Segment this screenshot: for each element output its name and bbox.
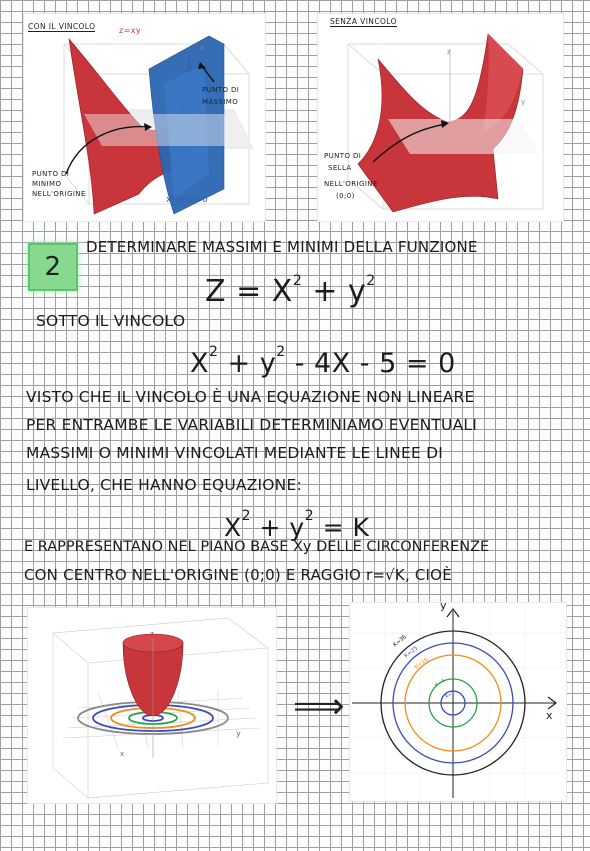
saddle-label-4: (0;0) xyxy=(336,192,355,200)
saddle-surface-plot xyxy=(318,14,563,221)
paraboloid-plot xyxy=(28,608,276,803)
implies-arrow-icon: ⟹ xyxy=(293,686,345,727)
paragraph-line-4: LIVELLO, CHE HANNO EQUAZIONE: xyxy=(26,476,302,494)
min-label-3: NELL'ORIGINE xyxy=(32,190,86,198)
formula-exp: 2 xyxy=(276,344,286,360)
formula-constraint xyxy=(190,336,456,380)
formula-level-part-b: + y xyxy=(259,513,305,542)
paragraph2-line-2: CON CENTRO NELL'ORIGINE (0;0) E RAGGIO r=√K, CIOÈ xyxy=(24,566,452,584)
axis-y-label: y xyxy=(236,729,241,738)
axis-z-label: z xyxy=(150,630,154,638)
figure-paraboloid xyxy=(28,608,276,803)
exercise-line-2: SOTTO IL VINCOLO xyxy=(36,312,186,330)
formula-function-part-b: + y xyxy=(312,274,367,309)
formula-constraint-part-c: - 4X - 5 = 0 xyxy=(294,348,456,379)
paragraph-line-2: PER ENTRAMBE LE VARIABILI DETERMINIAMO EVENTUALI xyxy=(26,416,478,434)
formula-exp: 2 xyxy=(209,344,219,360)
figure-level-circles xyxy=(350,599,566,801)
level-circles-plot xyxy=(350,599,566,801)
exercise-line-1: DETERMINARE MASSIMI E MINIMI DELLA FUNZIONE xyxy=(86,238,478,256)
exercise-number-badge: 2 xyxy=(28,243,78,291)
paragraph-line-3: MASSIMI O MINIMI VINCOLATI MEDIANTE LE LINEE DI xyxy=(26,444,443,462)
saddle-label-1: PUNTO DI xyxy=(324,152,362,160)
circle-label-k4: K=4 xyxy=(434,678,447,689)
panel-title: CON IL VINCOLO xyxy=(28,22,96,31)
constraint-label: x²-y-x=0 xyxy=(166,195,209,205)
max-label-2: MASSIMO xyxy=(202,98,239,106)
circle-label-k25: K=25 xyxy=(403,645,420,660)
formula-function xyxy=(205,265,376,308)
axis-x-label: x xyxy=(546,709,553,722)
paragraph-line-1: VISTO CHE IL VINCOLO È UNA EQUAZIONE NON LINEARE xyxy=(26,388,475,406)
formula-level-part-c: = K xyxy=(322,513,370,542)
axis-z-label: z xyxy=(447,48,451,56)
panel-title: SENZA VINCOLO xyxy=(330,17,397,26)
figure-saddle-surface xyxy=(318,14,563,221)
formula-exp: 2 xyxy=(292,273,303,289)
formula-function-part-a: Z = X xyxy=(205,274,293,309)
axis-y-label: y xyxy=(440,599,447,612)
formula-exp: 2 xyxy=(241,508,252,524)
max-label-1: PUNTO DI xyxy=(202,86,240,94)
axis-z-label: z xyxy=(200,44,204,52)
formula-exp: 2 xyxy=(304,508,315,524)
circle-label-k1: K=1 xyxy=(444,691,456,700)
surface-label: z=xy xyxy=(119,26,141,35)
min-label-1: PUNTO DI xyxy=(32,170,70,178)
figure-constrained-surface xyxy=(24,14,265,221)
circle-label-k16: K=16 xyxy=(413,656,430,671)
xy-plane xyxy=(388,119,540,154)
formula-constraint-part-b: + y xyxy=(227,348,277,379)
axis-x-label: x xyxy=(120,750,125,758)
axis-y-label: y xyxy=(521,98,526,106)
formula-constraint-part-a: X xyxy=(190,348,209,379)
saddle-label-3: NELL'ORIGINE xyxy=(324,180,378,188)
formula-level-part-a: X xyxy=(224,513,242,542)
fine-grid xyxy=(350,599,566,801)
saddle-label-2: SELLA xyxy=(328,164,352,172)
xy-plane xyxy=(84,114,252,146)
paragraph2-line-1: E RAPPRESENTANO NEL PIANO BASE Xy DELLE CIRCONFERENZE xyxy=(24,539,490,555)
circle-label-k36: K=36 xyxy=(392,634,408,649)
formula-exp: 2 xyxy=(366,273,376,289)
min-label-2: MINIMO xyxy=(32,180,62,188)
